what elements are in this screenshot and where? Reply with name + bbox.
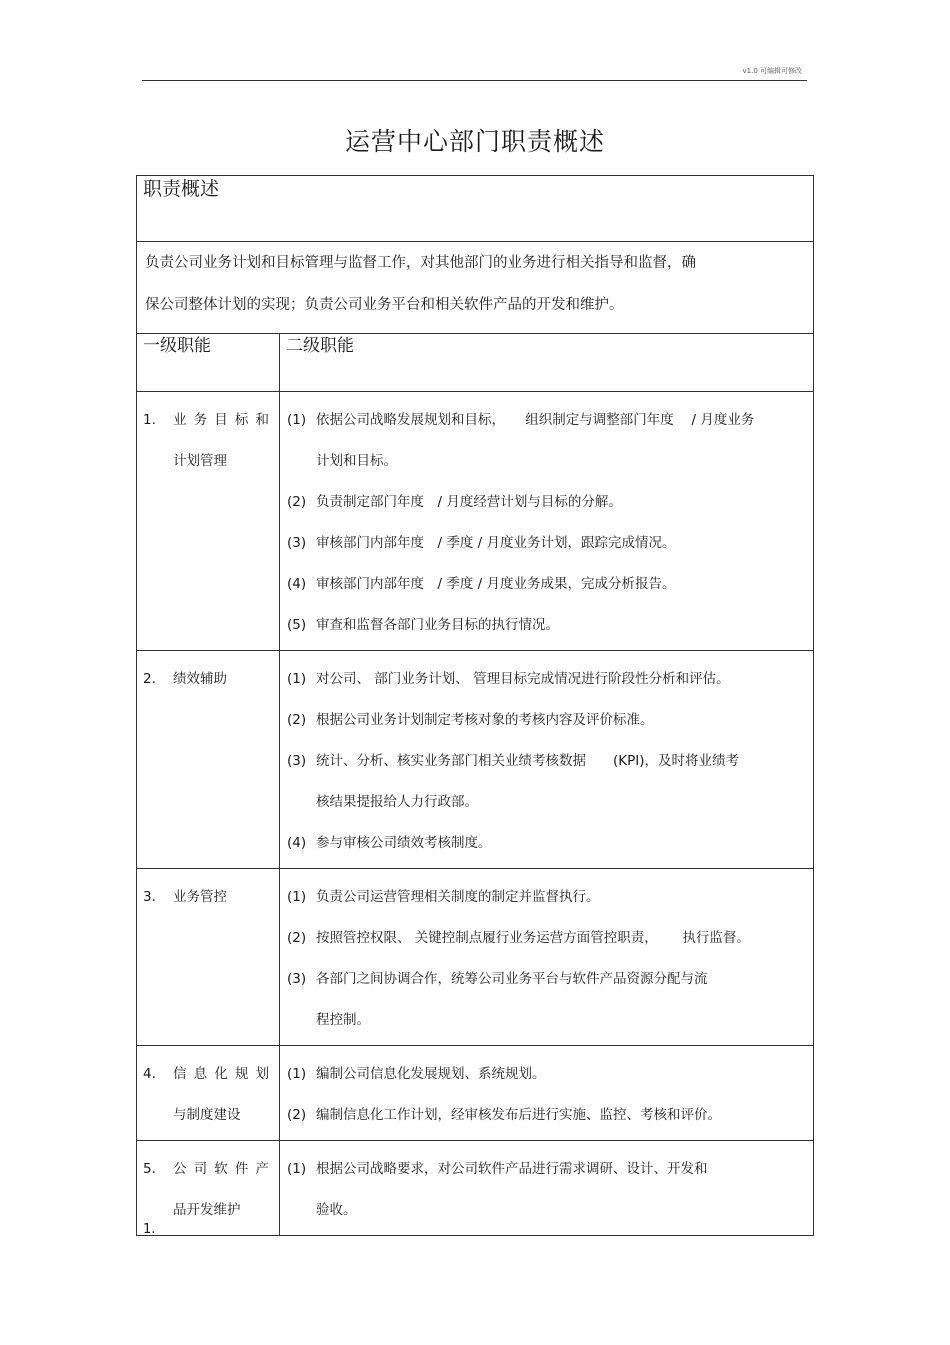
secondary-function-item [287, 605, 807, 646]
column-header-secondary [280, 334, 814, 392]
item-text-line: 审核部门内部年度 / 季度 / 月度业务成果，完成分析报告。 [316, 576, 676, 592]
secondary-function-item [287, 659, 807, 700]
item-number: (1) [287, 1161, 307, 1177]
item-text-line: 根据公司战略要求，对公司软件产品进行需求调研、设计、开发和 [316, 1161, 708, 1177]
item-number: (3) [287, 535, 307, 551]
function-row [137, 1141, 814, 1236]
function-number: 4. [143, 1066, 156, 1082]
item-text-line: 统计、分析、核实业务部门相关业绩考核数据 (KPI)，及时将业绩考 [316, 753, 740, 769]
secondary-function-item [287, 700, 807, 741]
secondary-function-item [287, 564, 807, 605]
secondary-function-item [287, 400, 807, 482]
item-text [316, 400, 807, 482]
secondary-function-item [287, 918, 807, 959]
secondary-function-item [287, 823, 807, 864]
item-text-line: 核结果提报给人力行政部。 [316, 794, 478, 810]
item-number: (2) [287, 1107, 307, 1123]
item-text-line: 程控制。 [316, 1012, 370, 1028]
column-header-row [137, 334, 814, 392]
item-text-line: 参与审核公司绩效考核制度。 [316, 835, 492, 851]
function-row [137, 651, 814, 869]
function-name-line: 业务管控 [173, 889, 227, 905]
function-number: 3. [143, 889, 156, 905]
overview-heading-cell [137, 176, 814, 242]
overview-text-row [137, 242, 814, 334]
function-row [137, 392, 814, 651]
overview-line: 保公司整体计划的实现；负责公司业务平台和相关软件产品的开发和维护。 [145, 297, 624, 313]
page-number: 1. [143, 1222, 156, 1237]
item-number: (1) [287, 889, 307, 905]
item-text-line: 审查和监督各部门业务目标的执行情况。 [316, 617, 559, 633]
item-text [316, 564, 807, 605]
function-name-line: 绩效辅助 [173, 671, 227, 687]
secondary-function-item [287, 741, 807, 823]
function-row [137, 869, 814, 1046]
function-number: 5. [143, 1161, 156, 1177]
primary-function-cell [137, 392, 280, 651]
overview-heading-row [137, 176, 814, 242]
primary-function [143, 1149, 279, 1231]
column-header-secondary-label: 二级职能 [286, 336, 354, 356]
item-text [316, 482, 807, 523]
primary-function [143, 877, 279, 918]
function-name-line: 计划管理 [173, 453, 227, 469]
primary-function-cell [137, 651, 280, 869]
secondary-function-cell [280, 651, 814, 869]
secondary-function-item [287, 1095, 807, 1136]
secondary-function-item [287, 959, 807, 1041]
function-name [173, 400, 269, 482]
secondary-function-item [287, 482, 807, 523]
item-text [316, 605, 807, 646]
item-text [316, 1095, 807, 1136]
item-number: (1) [287, 1066, 307, 1082]
primary-function-cell [137, 1046, 280, 1141]
item-number: (5) [287, 617, 307, 633]
column-header-primary-label: 一级职能 [143, 336, 211, 356]
function-name-line: 品开发维护 [173, 1202, 241, 1218]
function-name [173, 1054, 269, 1136]
secondary-function-item [287, 1149, 807, 1231]
primary-function [143, 1054, 279, 1136]
item-text [316, 741, 807, 823]
item-number: (3) [287, 971, 307, 987]
item-text-line: 审核部门内部年度 / 季度 / 月度业务计划，跟踪完成情况。 [316, 535, 676, 551]
function-number: 2. [143, 671, 156, 687]
item-text [316, 918, 807, 959]
secondary-function-cell [280, 869, 814, 1046]
overview-text-cell [137, 242, 814, 334]
secondary-function-item [287, 877, 807, 918]
primary-function [143, 659, 279, 700]
column-header-primary [137, 334, 280, 392]
function-name-line: 公 司 软 件 产 [173, 1161, 269, 1177]
secondary-function-item [287, 1054, 807, 1095]
item-text [316, 523, 807, 564]
item-text-line: 编制公司信息化发展规划、系统规划。 [316, 1066, 546, 1082]
item-text-line: 按照管控权限、 关键控制点履行业务运营方面管控职责， 执行监督。 [316, 930, 750, 946]
item-number: (1) [287, 412, 307, 428]
duty-table [136, 175, 814, 1236]
overview-heading: 职责概述 [143, 178, 220, 200]
secondary-function-cell [280, 392, 814, 651]
item-number: (2) [287, 712, 307, 728]
item-text [316, 1149, 807, 1231]
overview-line: 负责公司业务计划和目标管理与监督工作，对其他部门的业务进行相关指导和监督，确 [145, 255, 696, 271]
secondary-function-item [287, 523, 807, 564]
item-number: (2) [287, 494, 307, 510]
item-text-line: 负责公司运营管理相关制度的制定并监督执行。 [316, 889, 600, 905]
function-number: 1. [143, 412, 156, 428]
secondary-function-cell [280, 1046, 814, 1141]
function-name [173, 877, 269, 918]
item-text-line: 根据公司业务计划制定考核对象的考核内容及评价标准。 [316, 712, 654, 728]
item-number: (1) [287, 671, 307, 687]
item-number: (2) [287, 930, 307, 946]
item-text-line: 编制信息化工作计划，经审核发布后进行实施、监控、考核和评价。 [316, 1107, 721, 1123]
item-number: (3) [287, 753, 307, 769]
item-text-line: 负责制定部门年度 / 月度经营计划与目标的分解。 [316, 494, 622, 510]
item-text-line: 计划和目标。 [316, 453, 397, 469]
function-name [173, 1149, 269, 1231]
item-text [316, 877, 807, 918]
page-title: 运营中心部门职责概述 [344, 127, 605, 156]
item-number: (4) [287, 576, 307, 592]
item-text [316, 959, 807, 1041]
function-name-line: 信 息 化 规 划 [173, 1066, 269, 1082]
function-row [137, 1046, 814, 1141]
secondary-function-cell [280, 1141, 814, 1236]
item-text-line: 对公司、 部门业务计划、 管理目标完成情况进行阶段性分析和评估。 [316, 671, 730, 687]
primary-function [143, 400, 279, 482]
item-text-line: 各部门之间协调合作，统筹公司业务平台与软件产品资源分配与流 [316, 971, 708, 987]
item-text [316, 823, 807, 864]
item-text [316, 659, 807, 700]
primary-function-cell [137, 869, 280, 1046]
header-rule [142, 80, 807, 81]
primary-function-cell [137, 1141, 280, 1236]
header-version-note: v1.0 可编辑可修改 [742, 67, 802, 75]
item-text-line: 验收。 [316, 1202, 357, 1218]
function-name-line: 与制度建设 [173, 1107, 241, 1123]
function-name-line: 业 务 目 标 和 [173, 412, 269, 428]
item-number: (4) [287, 835, 307, 851]
item-text [316, 700, 807, 741]
item-text [316, 1054, 807, 1095]
function-name [173, 659, 269, 700]
item-text-line: 依据公司战略发展规划和目标， 组织制定与调整部门年度 / 月度业务 [316, 412, 755, 428]
